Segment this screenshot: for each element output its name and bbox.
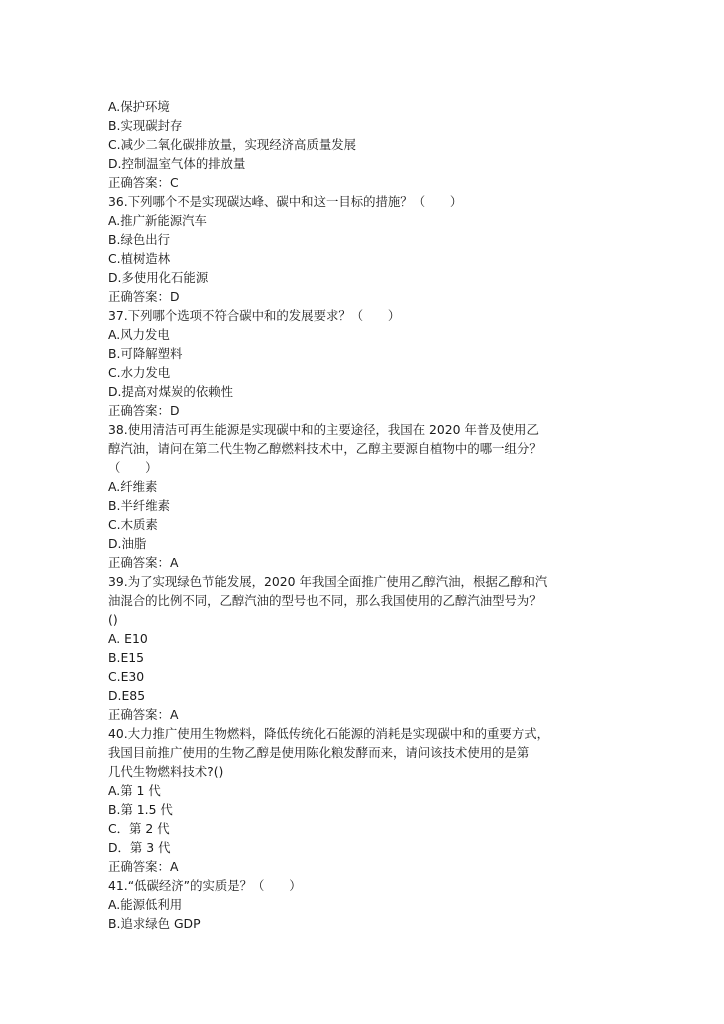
option-c: C.木质素 [108, 517, 158, 532]
option-a: A.纤维素 [108, 479, 158, 494]
option-c: C.水力发电 [108, 365, 171, 380]
question-36 [108, 192, 628, 306]
option-a: A.推广新能源汽车 [108, 213, 207, 228]
question-39 [108, 572, 628, 724]
option-d: D.油脂 [108, 536, 147, 551]
question-text-line-2: 醇汽油，请问在第二代生物乙醇燃料技术中，乙醇主要源自植物中的哪一组分？ [108, 441, 542, 456]
question-38 [108, 420, 628, 572]
question-text: 37.下列哪个选项不符合碳中和的发展要求？（ ） [108, 308, 401, 323]
question-text-line-1: 38.使用清洁可再生能源是实现碳中和的主要途径，我国在 2020 年普及使用乙 [108, 422, 539, 437]
question-37 [108, 306, 628, 420]
option-a: A.保护环境 [108, 99, 170, 114]
option-d: D．第 3 代 [108, 840, 171, 855]
option-a: A.风力发电 [108, 327, 170, 342]
question-41 [108, 876, 628, 933]
option-b: B.E15 [108, 650, 145, 665]
option-c: C．第 2 代 [108, 821, 170, 836]
option-d: D.提高对煤炭的依赖性 [108, 384, 233, 399]
correct-answer: 正确答案：A [108, 859, 179, 874]
question-text-line-3: （ ） [108, 460, 158, 475]
question-35 [108, 97, 628, 192]
question-text-line-2: 油混合的比例不同，乙醇汽油的型号也不同，那么我国使用的乙醇汽油型号为？ [108, 593, 542, 608]
correct-answer: 正确答案：D [108, 289, 180, 304]
option-a: A. E10 [108, 631, 148, 646]
correct-answer: 正确答案：D [108, 403, 180, 418]
option-d: D.E85 [108, 688, 146, 703]
option-a: A.能源低利用 [108, 897, 183, 912]
option-b: B.实现碳封存 [108, 118, 183, 133]
correct-answer: 正确答案：A [108, 555, 179, 570]
correct-answer: 正确答案：A [108, 707, 179, 722]
question-text: 36.下列哪个不是实现碳达峰、碳中和这一目标的措施？（ ） [108, 194, 463, 209]
option-b: B.绿色出行 [108, 232, 171, 247]
correct-answer: 正确答案：C [108, 175, 179, 190]
option-a: A.第 1 代 [108, 783, 161, 798]
option-c: C.减少二氧化碳排放量，实现经济高质量发展 [108, 137, 357, 152]
question-text-line-1: 39.为了实现绿色节能发展，2020 年我国全面推广使用乙醇汽油，根据乙醇和汽 [108, 574, 548, 589]
option-d: D.多使用化石能源 [108, 270, 209, 285]
question-text-line-2: 我国目前推广使用的生物乙醇是使用陈化粮发酵而来，请问该技术使用的是第 [108, 745, 530, 760]
option-d: D.控制温室气体的排放量 [108, 156, 246, 171]
question-text: 41.“低碳经济”的实质是？（ ） [108, 878, 302, 893]
question-text-line-3: 几代生物燃料技术?() [108, 764, 224, 779]
question-40 [108, 724, 628, 876]
question-text-line-1: 40.大力推广使用生物燃料，降低传统化石能源的消耗是实现碳中和的重要方式， [108, 726, 549, 741]
option-b: B.半纤维素 [108, 498, 171, 513]
option-c: C.植树造林 [108, 251, 171, 266]
question-text-line-3: () [108, 612, 118, 627]
document-body [108, 97, 628, 933]
option-c: C.E30 [108, 669, 145, 684]
option-b: B.可降解塑料 [108, 346, 183, 361]
option-b: B.第 1.5 代 [108, 802, 173, 817]
option-b: B.追求绿色 GDP [108, 916, 201, 931]
